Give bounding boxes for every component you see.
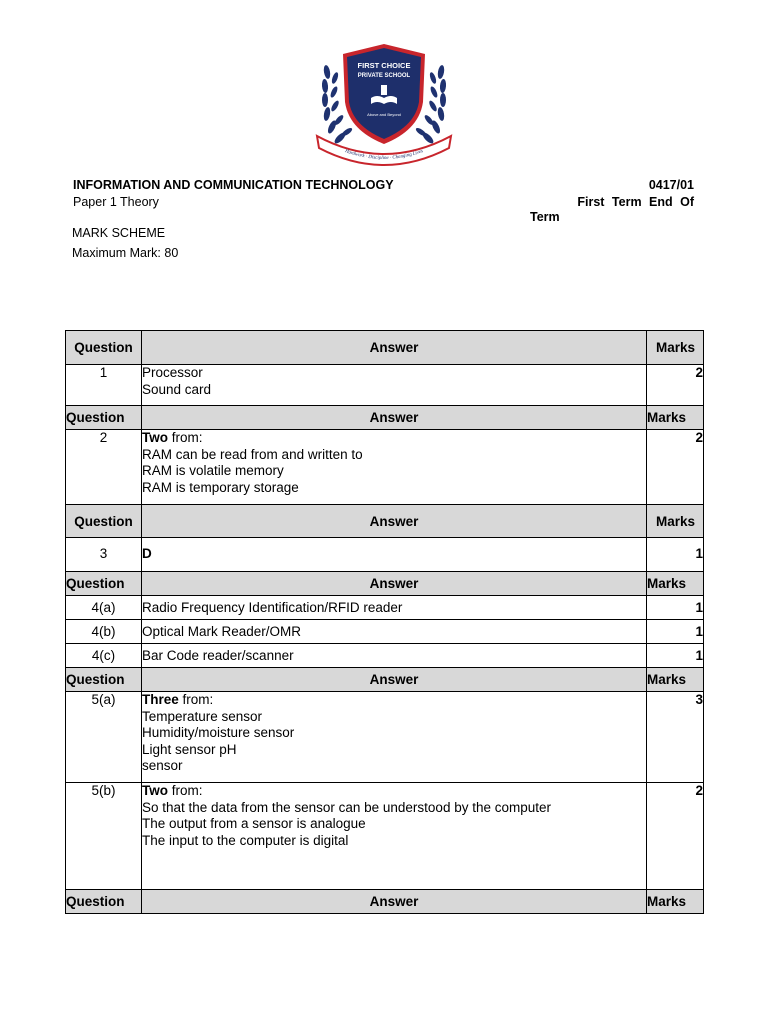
header-marks: Marks — [647, 890, 704, 914]
paper-code: 0417/01 — [648, 178, 694, 192]
logo-motto: Above and Beyond — [367, 112, 401, 117]
table-header-row — [66, 668, 704, 692]
answer-lead: Two from: — [142, 783, 203, 798]
table-row — [66, 538, 704, 572]
table-row — [66, 596, 704, 620]
header-marks: Marks — [647, 331, 704, 365]
school-logo — [313, 40, 455, 172]
answer-line: RAM is volatile memory — [142, 463, 284, 478]
paper-name: Paper 1 Theory — [73, 195, 159, 209]
maximum-mark: Maximum Mark: 80 — [72, 246, 179, 260]
answer-line: RAM can be read from and written to — [142, 446, 363, 462]
answer-cell: Bar Code reader/scanner — [142, 644, 647, 668]
mark-scheme-label: MARK SCHEME — [72, 226, 166, 240]
header-question: Question — [66, 890, 142, 914]
answer-line: The input to the computer is digital — [142, 832, 349, 848]
answer-cell: D — [142, 538, 647, 572]
logo-school-line2: PRIVATE SCHOOL — [357, 73, 411, 79]
answer-line: RAM is temporary storage — [142, 479, 299, 495]
header-question: Question — [66, 572, 142, 596]
table-header-row — [66, 331, 704, 365]
header-answer: Answer — [142, 505, 647, 538]
question-number: 5(b) — [66, 783, 142, 890]
header-question: Question — [66, 406, 142, 430]
header-marks: Marks — [647, 668, 704, 692]
answer-line: Processor — [142, 365, 203, 380]
table-header-row — [66, 505, 704, 538]
header-answer: Answer — [142, 331, 647, 365]
question-number: 4(c) — [66, 644, 142, 668]
answer-line: Humidity/moisture sensor — [142, 725, 295, 740]
table-row — [66, 620, 704, 644]
answer-cell: Optical Mark Reader/OMR — [142, 620, 647, 644]
header-marks: Marks — [647, 505, 704, 538]
table-row — [66, 430, 704, 505]
term-line1: First Term End Of — [577, 195, 694, 209]
header-marks: Marks — [647, 406, 704, 430]
header-answer: Answer — [142, 406, 647, 430]
question-number: 5(a) — [66, 692, 142, 783]
marks-value: 1 — [647, 538, 704, 572]
marks-value: 1 — [647, 644, 704, 668]
mark-scheme-table — [65, 330, 704, 914]
header-question: Question — [66, 668, 142, 692]
logo-school-line1: FIRST CHOICE — [357, 61, 411, 70]
table-row — [66, 692, 704, 783]
table-row — [66, 783, 704, 890]
answer-line: Sound card — [142, 381, 212, 397]
header-answer: Answer — [142, 572, 647, 596]
answer-cell: Radio Frequency Identification/RFID reader — [142, 596, 647, 620]
answer-cell — [142, 365, 647, 406]
term-line2: Term — [530, 210, 560, 224]
answer-line: So that the data from the sensor can be understood by the computer — [142, 799, 552, 815]
header-question: Question — [66, 505, 142, 538]
question-number: 4(b) — [66, 620, 142, 644]
table-header-row — [66, 572, 704, 596]
marks-value: 1 — [647, 596, 704, 620]
header-marks: Marks — [647, 572, 704, 596]
answer-lead: Three from: — [142, 692, 214, 707]
header-question: Question — [66, 331, 142, 365]
table-row — [66, 365, 704, 406]
answer-line: sensor — [142, 758, 183, 773]
answer-line: The output from a sensor is analogue — [142, 816, 366, 831]
marks-value: 3 — [647, 692, 704, 783]
header-answer: Answer — [142, 668, 647, 692]
marks-value: 2 — [647, 783, 704, 890]
answer-cell — [142, 783, 647, 890]
question-number: 2 — [66, 430, 142, 505]
question-number: 4(a) — [66, 596, 142, 620]
question-number: 3 — [66, 538, 142, 572]
answer-line: Light sensor pH — [142, 741, 237, 757]
logo-ribbon-text: Hardwork · Discipline · Changing Lives — [344, 149, 424, 162]
marks-value: 2 — [647, 365, 704, 406]
table-header-row — [66, 406, 704, 430]
marks-value: 2 — [647, 430, 704, 505]
answer-cell — [142, 692, 647, 783]
subject-title: INFORMATION AND COMMUNICATION TECHNOLOGY — [73, 178, 394, 192]
table-row — [66, 644, 704, 668]
table-header-row — [66, 890, 704, 914]
question-number: 1 — [66, 365, 142, 406]
header-answer: Answer — [142, 890, 647, 914]
answer-lead: Two from: — [142, 430, 203, 445]
answer-line: Temperature sensor — [142, 708, 263, 724]
answer-cell — [142, 430, 647, 505]
marks-value: 1 — [647, 620, 704, 644]
